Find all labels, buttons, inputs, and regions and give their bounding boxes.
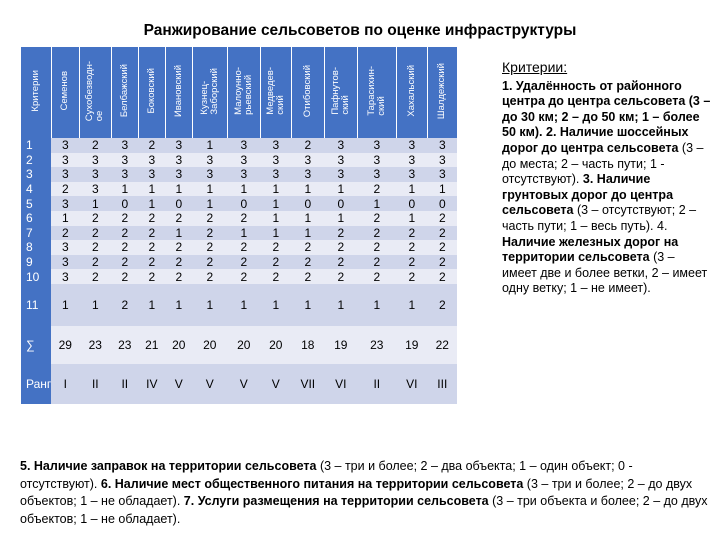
table-cell: 1 — [192, 196, 227, 211]
table-cell: 3 — [51, 167, 79, 182]
row-label: 9 — [21, 255, 51, 270]
table-cell: 2 — [396, 240, 427, 255]
table-cell: 2 — [427, 240, 457, 255]
table-cell: 1 — [138, 182, 165, 197]
table-cell: 2 — [192, 211, 227, 226]
col-header: Боковский — [138, 47, 165, 138]
table-cell: 29 — [51, 326, 79, 364]
table-cell: 2 — [79, 138, 111, 153]
row-label: ∑ — [21, 326, 51, 364]
table-cell: 2 — [324, 226, 357, 241]
table-cell: 1 — [324, 211, 357, 226]
col-header: Семенов — [51, 47, 79, 138]
table-cell: 2 — [165, 255, 192, 270]
criteria-text — [502, 79, 712, 297]
table-cell: 3 — [79, 182, 111, 197]
table-cell: 2 — [138, 138, 165, 153]
table-cell: 3 — [396, 153, 427, 168]
criterion-lead: 7. Услуги размещения на территории сельсовета — [183, 494, 489, 509]
table-cell: 3 — [427, 167, 457, 182]
table-cell: 3 — [51, 255, 79, 270]
col-header: Тарасихин- ский — [357, 47, 396, 138]
table-cell: 2 — [396, 255, 427, 270]
table-cell: 0 — [227, 196, 260, 211]
row-label: 1 — [21, 138, 51, 153]
table-cell: 2 — [79, 269, 111, 284]
table-cell: 2 — [138, 211, 165, 226]
corner-label: Критерии — [29, 70, 41, 112]
table-cell: 2 — [111, 269, 138, 284]
table-cell: IV — [138, 364, 165, 404]
table-cell: 1 — [165, 284, 192, 326]
col-header: Пафнутов- ский — [324, 47, 357, 138]
header-row — [21, 47, 457, 138]
criteria-panel — [502, 60, 712, 297]
table-cell: 21 — [138, 326, 165, 364]
table-row — [21, 284, 457, 326]
table-cell: 3 — [324, 138, 357, 153]
criterion-lead: 3. Наличие грунтовых дорог до центра сельсовета — [502, 172, 674, 218]
table-cell: V — [192, 364, 227, 404]
table-row — [21, 138, 457, 153]
table-cell: 2 — [165, 240, 192, 255]
criterion-lead: Наличие железных дорог на территории сельсовета — [502, 234, 679, 265]
table-cell: VI — [396, 364, 427, 404]
table-cell: III — [427, 364, 457, 404]
criteria-heading: Критерии: — [502, 59, 568, 75]
table-cell: 2 — [427, 211, 457, 226]
table-cell: I — [51, 364, 79, 404]
table-cell: 2 — [79, 211, 111, 226]
table-cell: 2 — [227, 255, 260, 270]
table-cell: 1 — [192, 182, 227, 197]
table-cell: 3 — [357, 167, 396, 182]
col-header: Кузнец- Заборский — [192, 47, 227, 138]
table-cell: 2 — [111, 284, 138, 326]
table-row — [21, 269, 457, 284]
table-row — [21, 240, 457, 255]
corner-header — [21, 47, 51, 138]
table-cell: 1 — [260, 226, 291, 241]
criterion-lead: 1. Удалённость от районного центра до центра сельсовета (3 – до 30 км; 2 – до 50 км; 1 – более 50 км). — [502, 78, 711, 140]
table-cell: 1 — [165, 182, 192, 197]
table-cell: 3 — [357, 153, 396, 168]
table-cell: 2 — [138, 255, 165, 270]
row-label: 11 — [21, 284, 51, 326]
criterion-lead: 5. Наличие заправок на территории сельсовета — [20, 459, 317, 473]
table-cell: 1 — [396, 182, 427, 197]
table-cell: 2 — [357, 269, 396, 284]
table-cell: 1 — [324, 182, 357, 197]
col-header: Медведев- ский — [260, 47, 291, 138]
table-cell: 20 — [192, 326, 227, 364]
row-label: Ранг — [21, 364, 51, 404]
table-cell: 19 — [396, 326, 427, 364]
table-cell: 3 — [291, 153, 324, 168]
table-cell: 20 — [165, 326, 192, 364]
row-label: 10 — [21, 269, 51, 284]
table-cell: 3 — [260, 167, 291, 182]
table-cell: 2 — [51, 226, 79, 241]
table-cell: 2 — [324, 255, 357, 270]
criterion-lead: 6. Наличие мест общественного питания на территории сельсовета — [100, 476, 524, 491]
col-header: Ивановский — [165, 47, 192, 138]
table-cell: 3 — [165, 138, 192, 153]
table-cell: 1 — [396, 211, 427, 226]
table-cell: 1 — [291, 182, 324, 197]
table-cell: 0 — [324, 196, 357, 211]
table-cell: 2 — [111, 211, 138, 226]
table-cell: V — [165, 364, 192, 404]
table-cell: 2 — [260, 255, 291, 270]
table-cell: 2 — [79, 255, 111, 270]
table-cell: 3 — [227, 153, 260, 168]
table-cell: 2 — [138, 226, 165, 241]
table-cell: 1 — [192, 284, 227, 326]
table-cell: 3 — [227, 167, 260, 182]
table-cell: 1 — [138, 284, 165, 326]
table-cell: 20 — [260, 326, 291, 364]
table-cell: 2 — [291, 255, 324, 270]
table-row — [21, 196, 457, 211]
row-label: 8 — [21, 240, 51, 255]
col-header: Белбажский — [111, 47, 138, 138]
table-cell: 2 — [396, 269, 427, 284]
table-cell: 2 — [427, 269, 457, 284]
table-cell: 1 — [260, 284, 291, 326]
table-cell: 1 — [51, 211, 79, 226]
criterion-lead: 2. Наличие шоссейных дорог до центра сельсовета — [502, 125, 689, 155]
criterion-body: (3 – три объекта и более; 2 – до двух объектов; 1 – не обладает). — [20, 494, 708, 526]
table-cell: 2 — [427, 255, 457, 270]
table-cell: VII — [291, 364, 324, 404]
table-cell: 3 — [324, 153, 357, 168]
table-row — [21, 182, 457, 197]
table-cell: 2 — [165, 269, 192, 284]
table-cell: 3 — [79, 153, 111, 168]
table-cell: 1 — [111, 182, 138, 197]
col-header: Хахальский — [396, 47, 427, 138]
table-cell: 0 — [291, 196, 324, 211]
table-cell: 2 — [51, 182, 79, 197]
table-cell: V — [227, 364, 260, 404]
table-cell: 2 — [357, 255, 396, 270]
table-cell: 2 — [192, 269, 227, 284]
table-cell: 19 — [324, 326, 357, 364]
table-cell: 2 — [111, 226, 138, 241]
table-cell: 3 — [427, 138, 457, 153]
table-cell: 3 — [324, 167, 357, 182]
criteria-continued — [20, 458, 710, 528]
table-cell: 1 — [357, 284, 396, 326]
table-row — [21, 255, 457, 270]
table-cell: 0 — [396, 196, 427, 211]
table-cell: 3 — [51, 269, 79, 284]
criterion-body: (3 – три и более; 2 – до двух объектов; 1 – не обладает). — [20, 476, 693, 509]
table-cell: 2 — [291, 240, 324, 255]
table-cell: 2 — [192, 240, 227, 255]
table-cell: 2 — [192, 255, 227, 270]
table-cell: 2 — [111, 255, 138, 270]
table-cell: 3 — [427, 153, 457, 168]
col-header: Шалдежский — [427, 47, 457, 138]
table-cell: 23 — [357, 326, 396, 364]
row-label: 2 — [21, 153, 51, 168]
criterion-body: (3 – имеет две и более ветки, 2 – имеет одну ветку; 1 – не имеет). — [502, 250, 708, 296]
table-cell: 2 — [357, 182, 396, 197]
table-cell: 2 — [291, 269, 324, 284]
table-cell: 23 — [111, 326, 138, 364]
table-cell: 3 — [192, 153, 227, 168]
table-body — [21, 138, 457, 404]
ranking-table — [21, 47, 458, 404]
table-cell: 1 — [79, 284, 111, 326]
table-cell: 2 — [111, 240, 138, 255]
table-row — [21, 167, 457, 182]
table-cell: 3 — [51, 138, 79, 153]
row-label: 6 — [21, 211, 51, 226]
table-cell: 3 — [227, 138, 260, 153]
table-cell: 1 — [427, 182, 457, 197]
table-cell: 1 — [291, 226, 324, 241]
row-label: 5 — [21, 196, 51, 211]
table-row — [21, 211, 457, 226]
table-cell: 18 — [291, 326, 324, 364]
table-cell: 1 — [51, 284, 79, 326]
table-cell: 1 — [396, 284, 427, 326]
table-cell: 3 — [165, 167, 192, 182]
table-cell: 2 — [79, 240, 111, 255]
table-cell: 2 — [227, 211, 260, 226]
table-cell: V — [260, 364, 291, 404]
page-title: Ранжирование сельсоветов по оценке инфраструктуры — [143, 22, 577, 39]
table-cell: 1 — [227, 226, 260, 241]
table-cell: 23 — [79, 326, 111, 364]
table-cell: 2 — [357, 226, 396, 241]
table-cell: 1 — [260, 211, 291, 226]
table-cell: 0 — [111, 196, 138, 211]
table-cell: 1 — [165, 226, 192, 241]
table-cell: 3 — [51, 240, 79, 255]
table-cell: VI — [324, 364, 357, 404]
table-cell: 3 — [291, 167, 324, 182]
table-cell: 1 — [291, 211, 324, 226]
table-cell: 2 — [165, 211, 192, 226]
table-cell: 1 — [260, 196, 291, 211]
table-cell: 3 — [396, 167, 427, 182]
table-cell: 1 — [357, 196, 396, 211]
table-cell: 3 — [51, 153, 79, 168]
table-cell: 2 — [357, 211, 396, 226]
criterion-body: (3 – до места; 2 – часть пути; 1 - отсутствуют). — [502, 140, 704, 187]
table-cell: 2 — [138, 240, 165, 255]
table-cell: 0 — [427, 196, 457, 211]
table-row — [21, 326, 457, 364]
table-cell: II — [79, 364, 111, 404]
table-cell: 1 — [227, 284, 260, 326]
table-cell: 0 — [165, 196, 192, 211]
table-cell: 1 — [260, 182, 291, 197]
table-cell: 1 — [324, 284, 357, 326]
table-cell: 1 — [291, 284, 324, 326]
table-cell: 3 — [260, 138, 291, 153]
criterion-body: (3 – отсутствуют; 2 – часть пути; 1 – весь путь). 4. — [502, 203, 697, 233]
table-cell: 2 — [357, 240, 396, 255]
table-cell: 2 — [324, 240, 357, 255]
table-cell: 3 — [138, 153, 165, 168]
table-cell: 2 — [138, 269, 165, 284]
table-cell: 2 — [260, 240, 291, 255]
table-cell: 2 — [260, 269, 291, 284]
table-cell: 2 — [79, 226, 111, 241]
table-cell: 3 — [138, 167, 165, 182]
table-row — [21, 153, 457, 168]
table-cell: 3 — [192, 167, 227, 182]
table-cell: 2 — [227, 269, 260, 284]
table-cell: 3 — [79, 167, 111, 182]
row-label: 3 — [21, 167, 51, 182]
row-label: 4 — [21, 182, 51, 197]
table-cell: 3 — [111, 153, 138, 168]
col-header: Сухобезводн- ое — [79, 47, 111, 138]
table-cell: 20 — [227, 326, 260, 364]
table-cell: 2 — [192, 226, 227, 241]
col-header: Малоунно- рьевский — [227, 47, 260, 138]
table-cell: II — [111, 364, 138, 404]
table-cell: 3 — [165, 153, 192, 168]
row-label: 7 — [21, 226, 51, 241]
col-header: Отибовский — [291, 47, 324, 138]
table-cell: 2 — [427, 226, 457, 241]
table-cell: 1 — [138, 196, 165, 211]
table-cell: 1 — [79, 196, 111, 211]
table-cell: 2 — [324, 269, 357, 284]
table-cell: 1 — [192, 138, 227, 153]
table-cell: 3 — [260, 153, 291, 168]
table-row — [21, 226, 457, 241]
table-cell: 2 — [291, 138, 324, 153]
table-cell: 3 — [111, 138, 138, 153]
table-cell: 2 — [427, 284, 457, 326]
criterion-body: (3 – три и более; 2 – два объекта; 1 – один объект; 0 - отсутствуют). — [20, 459, 633, 491]
table-cell: 22 — [427, 326, 457, 364]
table-cell: 3 — [396, 138, 427, 153]
table-cell: 2 — [396, 226, 427, 241]
table-cell: II — [357, 364, 396, 404]
table-cell: 2 — [227, 240, 260, 255]
table-cell: 3 — [357, 138, 396, 153]
table-cell: 3 — [51, 196, 79, 211]
table-cell: 1 — [227, 182, 260, 197]
table-row — [21, 364, 457, 404]
table-cell: 3 — [111, 167, 138, 182]
